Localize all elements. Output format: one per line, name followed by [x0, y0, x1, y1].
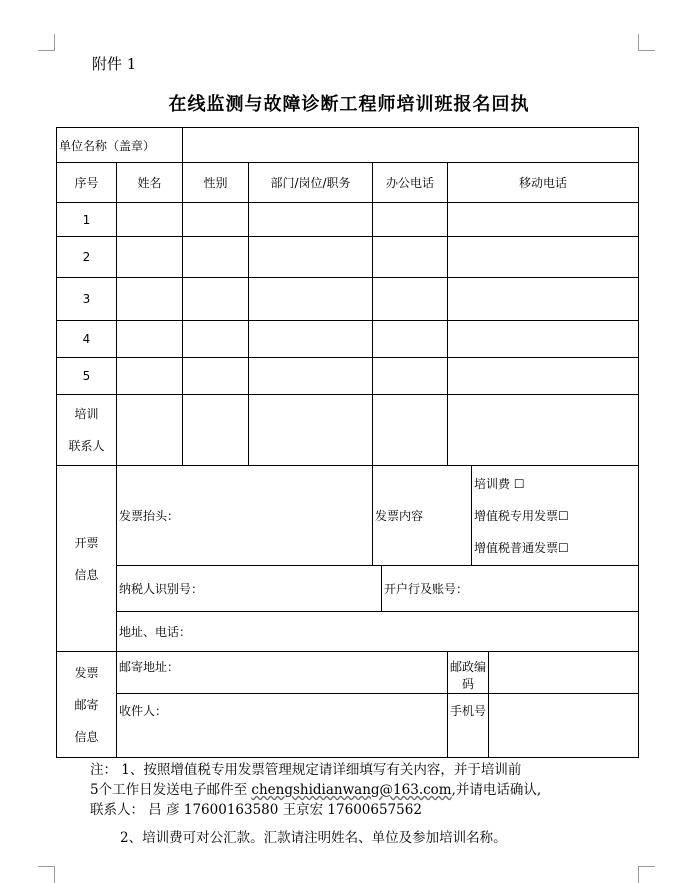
- row-number: 5: [57, 358, 117, 395]
- table-row: [57, 321, 639, 358]
- mobile-phone-cell[interactable]: [448, 358, 639, 395]
- contact-gender-cell[interactable]: [183, 395, 249, 466]
- dept-cell[interactable]: [249, 278, 373, 321]
- invoice-section-label: [57, 466, 117, 652]
- postcode-label: 邮政编码: [448, 652, 489, 694]
- invoice-address-row: [57, 612, 639, 652]
- option-training-fee-checkbox[interactable]: 培训费 ☐: [474, 476, 525, 491]
- mailing-section-line1: 发票: [74, 665, 99, 680]
- page-corner-mark: [38, 34, 55, 51]
- contact-label: [57, 395, 117, 466]
- postcode-field[interactable]: [489, 652, 639, 694]
- note-line-2: [90, 780, 630, 800]
- mobile-field[interactable]: [489, 694, 639, 758]
- contact-label-line2: 联系人: [68, 439, 105, 453]
- invoice-section-line1: 开票: [74, 535, 99, 550]
- contact-name-cell[interactable]: [117, 395, 183, 466]
- gender-cell[interactable]: [183, 237, 249, 278]
- registration-form-table: [56, 127, 639, 758]
- table-header-row: [57, 163, 639, 203]
- dept-cell[interactable]: [249, 321, 373, 358]
- header-office-phone: 办公电话: [373, 163, 448, 203]
- row-number: 3: [57, 278, 117, 321]
- header-dept-position: 部门/岗位/职务: [249, 163, 373, 203]
- header-mobile-phone: 移动电话: [448, 163, 639, 203]
- note-line-1: 注： 1、按照增值税专用发票管理规定请详细填写有关内容，并于培训前: [90, 762, 522, 778]
- header-name: 姓名: [117, 163, 183, 203]
- note-line-4: 2、培训费可对公汇款。汇款请注明姓名、单位及参加培训名称。: [120, 830, 507, 846]
- dept-cell[interactable]: [249, 237, 373, 278]
- note-line-2-suffix: ,并请电话确认,: [451, 782, 542, 798]
- org-name-label: 单位名称（盖章）: [57, 128, 183, 163]
- invoice-content-label: 发票内容: [373, 466, 472, 566]
- table-row: [57, 278, 639, 321]
- notes-block: [90, 760, 630, 820]
- invoice-section-line2: 信息: [74, 567, 99, 582]
- contact-dept-cell[interactable]: [249, 395, 373, 466]
- invoice-header-field[interactable]: 发票抬头：: [117, 466, 373, 566]
- office-phone-cell[interactable]: [373, 278, 448, 321]
- contact-row: [57, 395, 639, 466]
- mailing-recipient-row: [57, 694, 639, 758]
- contact-office-phone-cell[interactable]: [373, 395, 448, 466]
- invoice-type-options: [472, 466, 639, 566]
- mobile-phone-cell[interactable]: [448, 237, 639, 278]
- name-cell[interactable]: [117, 358, 183, 395]
- name-cell[interactable]: [117, 321, 183, 358]
- table-row: [57, 358, 639, 395]
- office-phone-cell[interactable]: [373, 358, 448, 395]
- office-phone-cell[interactable]: [373, 237, 448, 278]
- option-vat-normal-checkbox[interactable]: 增值税普通发票☐: [474, 540, 569, 555]
- page-corner-mark: [638, 34, 655, 51]
- mailing-address-field[interactable]: 邮寄地址：: [117, 652, 448, 694]
- contact-label-line1: 培训: [74, 407, 99, 421]
- mobile-phone-cell[interactable]: [448, 321, 639, 358]
- office-phone-cell[interactable]: [373, 203, 448, 237]
- org-row: [57, 128, 639, 163]
- taxpayer-id-field[interactable]: 纳税人识别号：: [117, 566, 382, 612]
- mailing-address-row: [57, 652, 639, 694]
- mailing-section-label: [57, 652, 117, 758]
- mobile-phone-cell[interactable]: [448, 278, 639, 321]
- mailing-section-line2: 邮寄: [74, 697, 99, 712]
- dept-cell[interactable]: [249, 203, 373, 237]
- table-row: [57, 203, 639, 237]
- page-corner-mark: [38, 866, 55, 883]
- invoice-tax-row: [57, 566, 639, 612]
- name-cell[interactable]: [117, 203, 183, 237]
- office-phone-cell[interactable]: [373, 321, 448, 358]
- invoice-address-field[interactable]: 地址、电话：: [117, 612, 639, 652]
- attachment-label: 附件 1: [92, 55, 137, 73]
- contact-email-link[interactable]: chengshidianwang@163.com: [251, 782, 452, 798]
- org-name-field[interactable]: [183, 128, 639, 163]
- header-gender: 性别: [183, 163, 249, 203]
- header-seq: 序号: [57, 163, 117, 203]
- dept-cell[interactable]: [249, 358, 373, 395]
- contact-mobile-cell[interactable]: [448, 395, 639, 466]
- bank-account-field[interactable]: 开户行及账号：: [382, 566, 639, 612]
- mobile-phone-cell[interactable]: [448, 203, 639, 237]
- note-line-2-prefix: 5个工作日发送电子邮件至: [90, 782, 252, 798]
- page-corner-mark: [638, 866, 655, 883]
- invoice-header-row: [57, 466, 639, 566]
- table-row: [57, 237, 639, 278]
- row-number: 4: [57, 321, 117, 358]
- option-vat-special-checkbox[interactable]: 增值税专用发票☐: [474, 508, 569, 523]
- row-number: 1: [57, 203, 117, 237]
- name-cell[interactable]: [117, 278, 183, 321]
- gender-cell[interactable]: [183, 321, 249, 358]
- mailing-section-line3: 信息: [74, 729, 99, 744]
- note-line-3-contacts: 联系人： 吕 彦 17600163580 王京宏 17600657562: [90, 802, 422, 818]
- gender-cell[interactable]: [183, 278, 249, 321]
- name-cell[interactable]: [117, 237, 183, 278]
- page-title: 在线监测与故障诊断工程师培训班报名回执: [168, 94, 530, 115]
- row-number: 2: [57, 237, 117, 278]
- mobile-label: 手机号: [448, 694, 489, 758]
- gender-cell[interactable]: [183, 203, 249, 237]
- recipient-field[interactable]: 收件人：: [117, 694, 448, 758]
- gender-cell[interactable]: [183, 358, 249, 395]
